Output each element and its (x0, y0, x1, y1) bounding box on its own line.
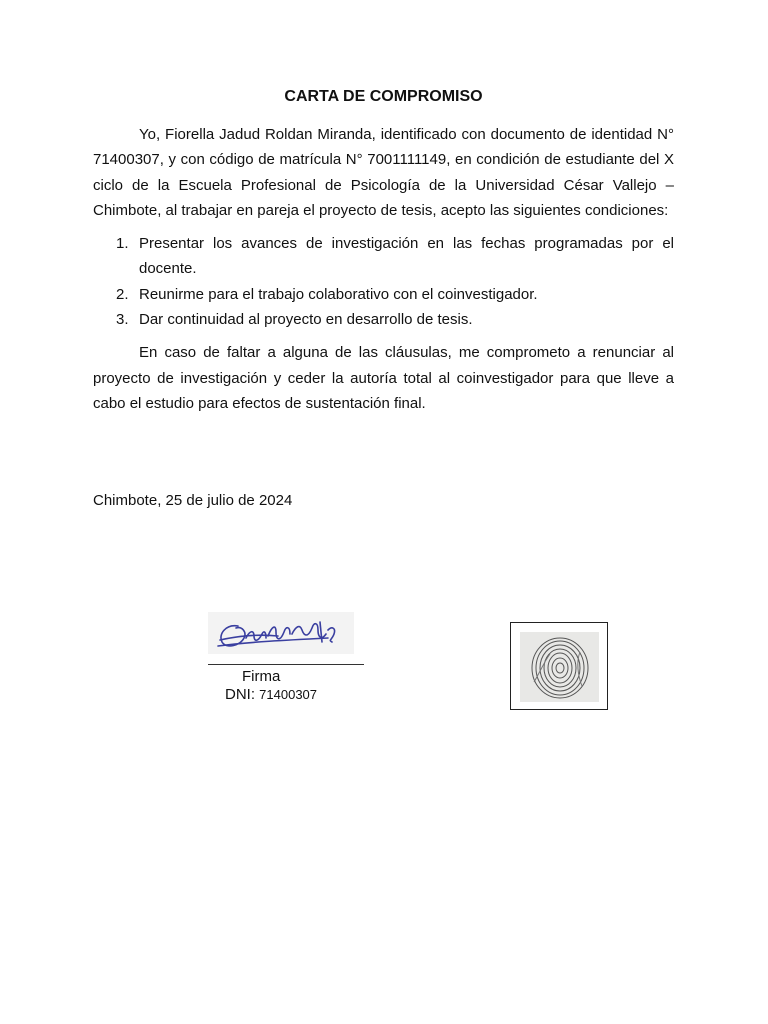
conditions-list (93, 231, 674, 332)
fingerprint-image (520, 632, 599, 702)
closing-paragraph: En caso de faltar a alguna de las cláusulas, me comprometo a renunciar al proyecto de investigación y ceder la autoría total al coinvestigador para que lleve a cabo el estudio para efectos de sustentación final. (93, 344, 674, 412)
signature-icon (208, 612, 354, 654)
fingerprint-box (510, 622, 608, 710)
signature-block (208, 612, 368, 703)
list-item-number: 2. (116, 285, 129, 303)
signature-line (208, 664, 364, 665)
intro-paragraph: Yo, Fiorella Jadud Roldan Miranda, identificado con documento de identidad N° 71400307, y con código de matrícula N° 7001111149, en condición de estudiante del X ciclo de la Escuela Profesional de Psicología de la Universidad César Vallejo – Chimbote, al trabajar en pareja el proyecto de tesis, acepto las siguientes condiciones: (93, 126, 674, 219)
fingerprint-icon (520, 632, 599, 702)
dni-line (225, 686, 317, 704)
list-item (93, 307, 674, 332)
list-item-number: 3. (116, 311, 129, 329)
list-item-text: Presentar los avances de investigación en las fechas programadas por el docente. (139, 235, 674, 278)
letter-body (93, 86, 674, 416)
dni-label: DNI: (225, 686, 255, 703)
list-item (93, 282, 674, 307)
dni-value: 71400307 (259, 687, 318, 702)
date-line: Chimbote, 25 de julio de 2024 (93, 492, 293, 509)
signature-label: Firma (242, 668, 281, 685)
list-item-number: 1. (116, 235, 129, 253)
list-item-text: Reunirme para el trabajo colaborativo con el coinvestigador. (139, 285, 538, 303)
page-title: CARTA DE COMPROMISO (284, 88, 483, 105)
list-item (93, 231, 674, 282)
list-item-text: Dar continuidad al proyecto en desarrollo de tesis. (139, 311, 473, 329)
signature-image (208, 612, 354, 654)
